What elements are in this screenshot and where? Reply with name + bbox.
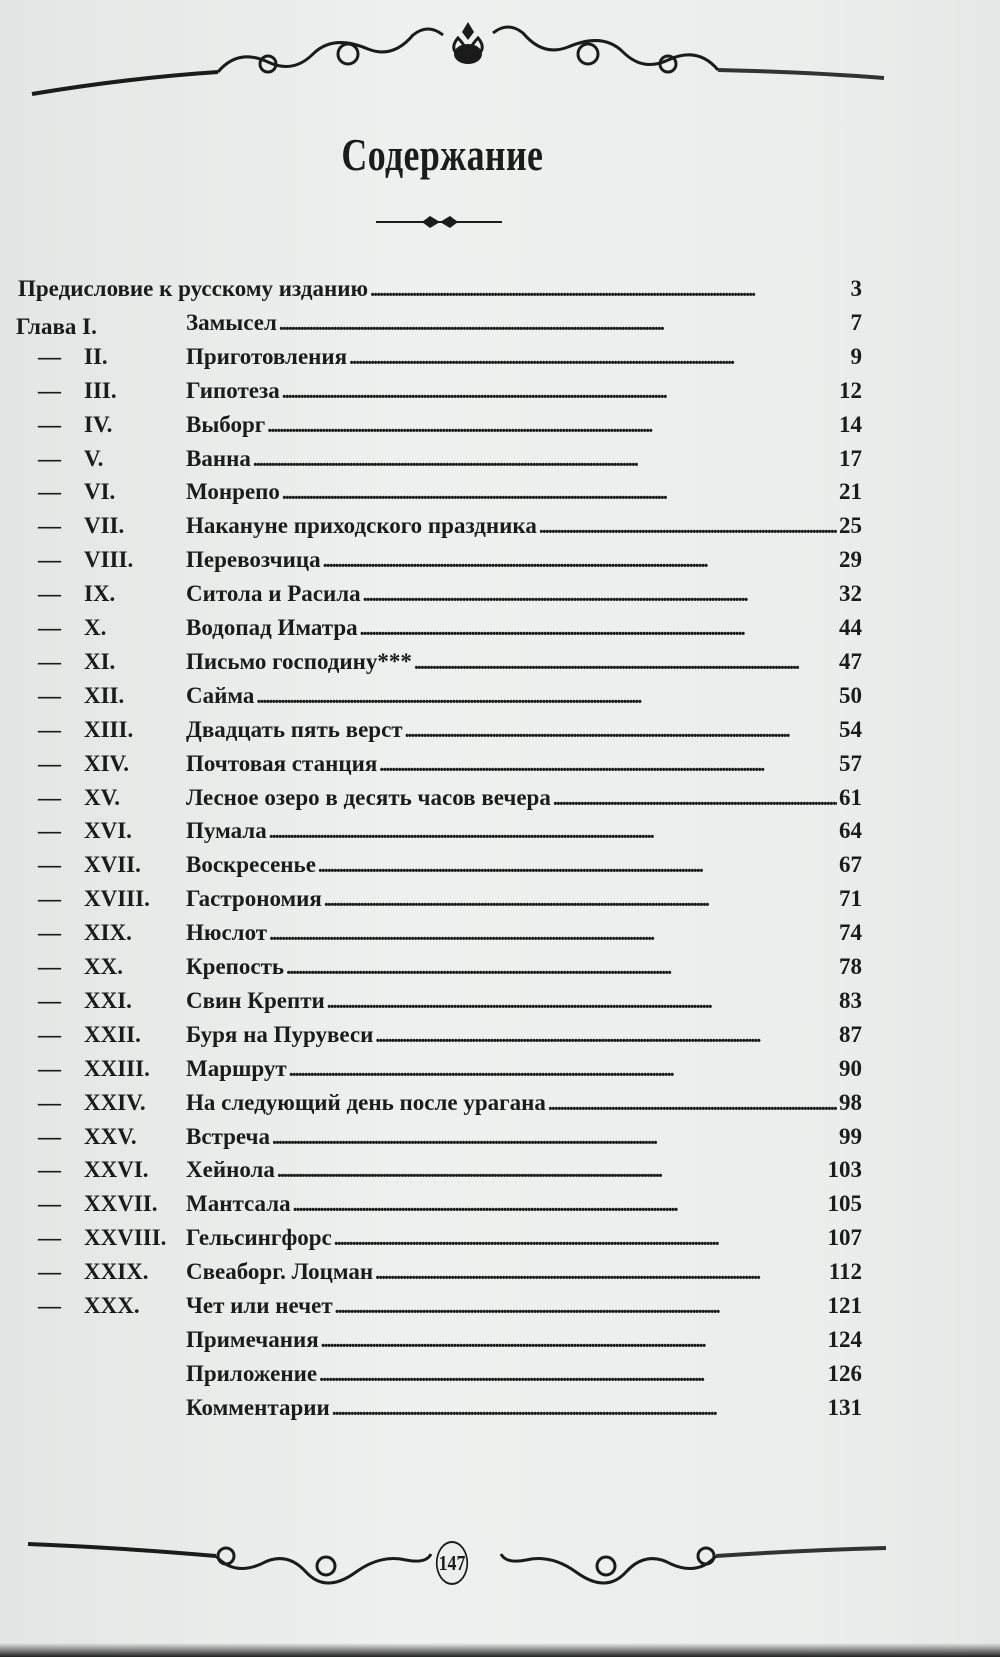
toc-entry — [0, 1153, 1000, 1187]
entry-title: Мантсала — [186, 1191, 291, 1217]
entry-title: Накануне приходского праздника — [186, 513, 537, 539]
toc-entry — [0, 611, 1000, 645]
dot-leader — [363, 577, 837, 612]
entry-page: 105 — [827, 1191, 862, 1217]
toc-entry — [0, 1052, 1000, 1086]
toc-entry-line — [186, 882, 862, 917]
dash: — — [38, 343, 61, 369]
chapter-number: XV. — [84, 784, 121, 810]
dot-leader — [269, 814, 837, 849]
dash: — — [38, 445, 61, 471]
dot-leader — [375, 1255, 827, 1290]
chapter-number: II. — [84, 343, 108, 369]
toc-entry-line — [186, 611, 862, 646]
entry-page: 29 — [839, 547, 862, 573]
entry-page: 7 — [850, 309, 862, 335]
entry-title: Пумала — [186, 818, 267, 844]
toc-entry — [0, 781, 1000, 815]
entry-page: 107 — [827, 1225, 862, 1251]
chapter-number: XXII. — [84, 1021, 141, 1047]
dot-leader — [282, 475, 837, 510]
dash: — — [38, 818, 61, 844]
dot-leader — [319, 1357, 825, 1392]
chapter-number: XIX. — [84, 920, 132, 946]
dot-leader — [253, 442, 837, 477]
page-number: 147 — [436, 1541, 468, 1585]
entry-title: Комментарии — [186, 1394, 330, 1420]
toc-entry — [0, 475, 1000, 509]
toc-entry-line — [186, 1255, 862, 1290]
entry-title: Чет или нечет — [186, 1293, 333, 1318]
entry-title: Водопад Иматра — [186, 615, 358, 640]
entry-page: 90 — [839, 1055, 862, 1081]
dash: — — [38, 784, 61, 810]
chapter-number: XX. — [84, 954, 123, 979]
dot-leader — [405, 713, 837, 748]
dot-leader — [286, 950, 837, 985]
toc-entry — [0, 882, 1000, 916]
dash: — — [38, 581, 61, 607]
toc-entry — [0, 713, 1000, 747]
toc-entry — [0, 1086, 1000, 1120]
toc-entry — [0, 679, 1000, 713]
chapter-number: XXVII. — [84, 1191, 158, 1217]
dot-leader — [272, 1120, 837, 1155]
entry-page: 99 — [839, 1123, 862, 1149]
page-edge-shadow — [0, 1643, 1000, 1657]
dash: — — [38, 886, 61, 912]
entry-title: Ситола и Расила — [186, 581, 361, 607]
entry-page: 131 — [827, 1394, 862, 1420]
toc-entry — [0, 1255, 1000, 1289]
dash: — — [38, 987, 61, 1013]
chapter-number: XXI. — [84, 987, 132, 1013]
dash: — — [38, 1021, 61, 1047]
chapter-number: VI. — [84, 479, 116, 505]
entry-title: Буря на Пурувеси — [186, 1021, 374, 1047]
entry-page: 124 — [827, 1326, 862, 1352]
chapter-number: XXX. — [84, 1293, 140, 1318]
title-divider-icon — [374, 214, 504, 230]
entry-title: Гастрономия — [186, 886, 322, 912]
toc-entry — [0, 1221, 1000, 1255]
toc-entry — [0, 408, 1000, 442]
dot-leader — [370, 272, 848, 307]
dash: — — [38, 411, 61, 437]
toc-entry-line — [186, 814, 862, 849]
entry-title: Свин Крепти — [186, 987, 325, 1013]
toc-entry-line — [186, 916, 862, 951]
toc-entry — [0, 1120, 1000, 1154]
entry-title: Хейнола — [186, 1157, 275, 1183]
page-title: Содержание — [341, 129, 544, 180]
entry-title: Маршрут — [186, 1055, 287, 1081]
entry-page: 12 — [839, 377, 862, 403]
toc-entry-line — [186, 408, 862, 443]
chapter-number: XI. — [84, 648, 116, 674]
entry-title: Гипотеза — [186, 377, 280, 403]
toc-entry — [0, 1187, 1000, 1221]
dot-leader — [256, 679, 837, 714]
chapter-number: XXV. — [84, 1123, 137, 1149]
toc-entry — [0, 747, 1000, 781]
toc-entry-line — [186, 1153, 862, 1188]
entry-page: 32 — [839, 581, 862, 607]
entry-title: Крепость — [186, 954, 285, 979]
dot-leader — [375, 1018, 837, 1053]
chapter-number: IX. — [84, 581, 116, 607]
toc-entry-line — [186, 1187, 862, 1222]
entry-title: Почтовая станция — [186, 750, 378, 776]
dash: — — [38, 377, 61, 403]
entry-page: 50 — [839, 682, 862, 708]
entry-title: Монрепо — [186, 479, 280, 505]
dash: — — [38, 716, 61, 742]
dot-leader — [539, 509, 837, 544]
toc-entry — [0, 509, 1000, 543]
entry-title: Ванна — [186, 445, 251, 471]
toc-entry — [0, 1357, 1000, 1391]
toc-entry-line — [186, 984, 862, 1019]
chapter-number: VIII. — [84, 547, 134, 573]
entry-title: Двадцать пять верст — [186, 716, 403, 742]
entry-page: 44 — [839, 615, 862, 640]
chapter-number: I. — [82, 313, 97, 339]
dot-leader — [269, 916, 837, 951]
dash: — — [38, 1191, 61, 1217]
entry-page: 112 — [828, 1259, 862, 1285]
chapter-number: XXIV. — [84, 1089, 146, 1115]
dash: — — [38, 615, 61, 640]
entry-title: Лесное озеро в десять часов вечера — [186, 784, 551, 810]
toc-entry-line — [186, 509, 862, 544]
entry-title: Приготовления — [186, 343, 348, 369]
entry-page: 61 — [839, 784, 862, 810]
chapter-number: V. — [84, 445, 104, 471]
entry-title: Письмо господину*** — [186, 648, 412, 674]
chapter-label — [16, 310, 97, 344]
dot-leader — [548, 1086, 837, 1121]
entry-page: 74 — [839, 920, 862, 946]
toc-entry — [0, 543, 1000, 577]
entry-title: Замысел — [186, 309, 277, 335]
chapter-number: III. — [84, 377, 117, 403]
dot-leader — [414, 645, 837, 680]
toc-entry-line — [186, 1289, 862, 1324]
toc-entry-line — [186, 747, 862, 782]
dash: — — [38, 1157, 61, 1183]
entry-page: 3 — [850, 276, 862, 301]
entry-page: 71 — [839, 886, 862, 912]
entry-page: 25 — [839, 513, 862, 539]
dot-leader — [321, 1323, 826, 1358]
toc-entry-line — [18, 272, 862, 307]
dot-leader — [324, 882, 837, 917]
dot-leader — [318, 848, 837, 883]
toc-entry — [0, 577, 1000, 611]
entry-title: Предисловие к русскому изданию — [18, 276, 369, 301]
toc-entry-line — [186, 374, 862, 409]
chapter-number: XXIII. — [84, 1055, 150, 1081]
dash: — — [38, 750, 61, 776]
dash: — — [38, 1259, 61, 1285]
dash: — — [38, 1055, 61, 1081]
entry-page: 87 — [839, 1021, 862, 1047]
dash: — — [38, 920, 61, 946]
toc-entry-line — [186, 442, 862, 477]
toc-entry-line — [186, 950, 862, 985]
toc-entry-line — [186, 848, 862, 883]
chapter-number: XIII. — [84, 716, 134, 742]
toc-entry — [0, 374, 1000, 408]
toc-entry — [0, 340, 1000, 374]
entry-title: Встреча — [186, 1123, 271, 1149]
entry-page: 67 — [839, 852, 862, 878]
toc-entry — [0, 1018, 1000, 1052]
toc-entry-line — [186, 1221, 862, 1256]
dash: — — [38, 547, 61, 573]
dash: — — [38, 852, 61, 878]
entry-title: Свеаборг. Лоцман — [186, 1259, 374, 1285]
toc-entry-line — [186, 645, 862, 680]
entry-page: 78 — [839, 954, 862, 979]
entry-page: 83 — [839, 987, 862, 1013]
dot-leader — [289, 1052, 837, 1087]
dash: — — [38, 513, 61, 539]
dot-leader — [279, 306, 849, 341]
dot-leader — [327, 984, 837, 1019]
entry-page: 98 — [839, 1089, 862, 1115]
toc-entry — [0, 645, 1000, 679]
entry-page: 57 — [839, 750, 862, 776]
toc-entry — [0, 1391, 1000, 1425]
entry-title: Гельсингфорс — [186, 1225, 332, 1251]
entry-page: 54 — [839, 716, 862, 742]
toc-entry-line — [186, 1086, 862, 1121]
entry-title: Выборг — [186, 411, 266, 437]
chapter-number: XXVIII. — [84, 1225, 167, 1251]
toc-entry-line — [186, 1357, 862, 1392]
entry-title: На следующий день после урагана — [186, 1089, 546, 1115]
entry-page: 126 — [827, 1360, 862, 1386]
chapter-word: Глава — [16, 313, 77, 339]
dash: — — [38, 1293, 61, 1318]
dot-leader — [379, 747, 837, 782]
dot-leader — [349, 340, 848, 375]
dot-leader — [323, 543, 837, 578]
toc-entry — [0, 814, 1000, 848]
chapter-number: XVIII. — [84, 886, 150, 912]
entry-title: Примечания — [186, 1326, 319, 1352]
dot-leader — [334, 1221, 826, 1256]
toc-entry-line — [186, 1052, 862, 1087]
toc-entry — [0, 1289, 1000, 1323]
entry-title: Нюслот — [186, 920, 268, 946]
entry-title: Сайма — [186, 682, 255, 708]
dash: — — [38, 648, 61, 674]
chapter-number: X. — [84, 615, 107, 640]
chapter-number: XVI. — [84, 818, 132, 844]
chapter-number: XII. — [84, 682, 125, 708]
toc-entry-line — [186, 1120, 862, 1155]
entry-page: 47 — [839, 648, 862, 674]
entry-page: 14 — [839, 411, 862, 437]
chapter-number: XIV. — [84, 750, 129, 776]
entry-page: 17 — [839, 445, 862, 471]
chapter-number: XXVI. — [84, 1157, 149, 1183]
entry-title: Перевозчица — [186, 547, 321, 573]
toc-entry-line — [186, 1391, 862, 1426]
toc-entry-line — [186, 475, 862, 510]
dash: — — [38, 954, 61, 979]
toc-entry — [0, 984, 1000, 1018]
toc-entry — [0, 916, 1000, 950]
toc-entry — [0, 1323, 1000, 1357]
chapter-number: VII. — [84, 513, 125, 539]
chapter-number: XVII. — [84, 852, 141, 878]
toc-entry-line — [186, 781, 862, 816]
top-ornament-icon — [28, 20, 888, 100]
entry-title: Приложение — [186, 1360, 318, 1386]
dot-leader — [553, 781, 837, 816]
toc-entry-line — [186, 1323, 862, 1358]
dash: — — [38, 479, 61, 505]
dot-leader — [293, 1187, 826, 1222]
dash: — — [38, 1089, 61, 1115]
dot-leader — [335, 1289, 826, 1324]
toc-entry-line — [186, 713, 862, 748]
toc-entry — [0, 848, 1000, 882]
chapter-number: IV. — [84, 411, 113, 437]
dot-leader — [277, 1153, 826, 1188]
entry-page: 121 — [827, 1293, 862, 1318]
dash: — — [38, 682, 61, 708]
dot-leader — [282, 374, 837, 409]
chapter-number: XXIX. — [84, 1259, 149, 1285]
dot-leader — [332, 1391, 826, 1426]
toc-entry-line — [186, 679, 862, 714]
toc-entry-line — [186, 543, 862, 578]
toc-entry — [0, 442, 1000, 476]
dot-leader — [267, 408, 837, 443]
toc-entry — [0, 306, 1000, 340]
entry-title: Воскресенье — [186, 852, 316, 878]
toc-entry — [0, 950, 1000, 984]
toc-entry — [0, 272, 1000, 306]
toc-entry-line — [186, 577, 862, 612]
dot-leader — [360, 611, 837, 646]
entry-page: 21 — [839, 479, 862, 505]
toc-entry-line — [186, 306, 862, 341]
entry-page: 103 — [827, 1157, 862, 1183]
dash: — — [38, 1123, 61, 1149]
entry-page: 9 — [850, 343, 862, 369]
dash: — — [38, 1225, 61, 1251]
entry-page: 64 — [839, 818, 862, 844]
toc-entry-line — [186, 1018, 862, 1053]
toc-entry-line — [186, 340, 862, 375]
